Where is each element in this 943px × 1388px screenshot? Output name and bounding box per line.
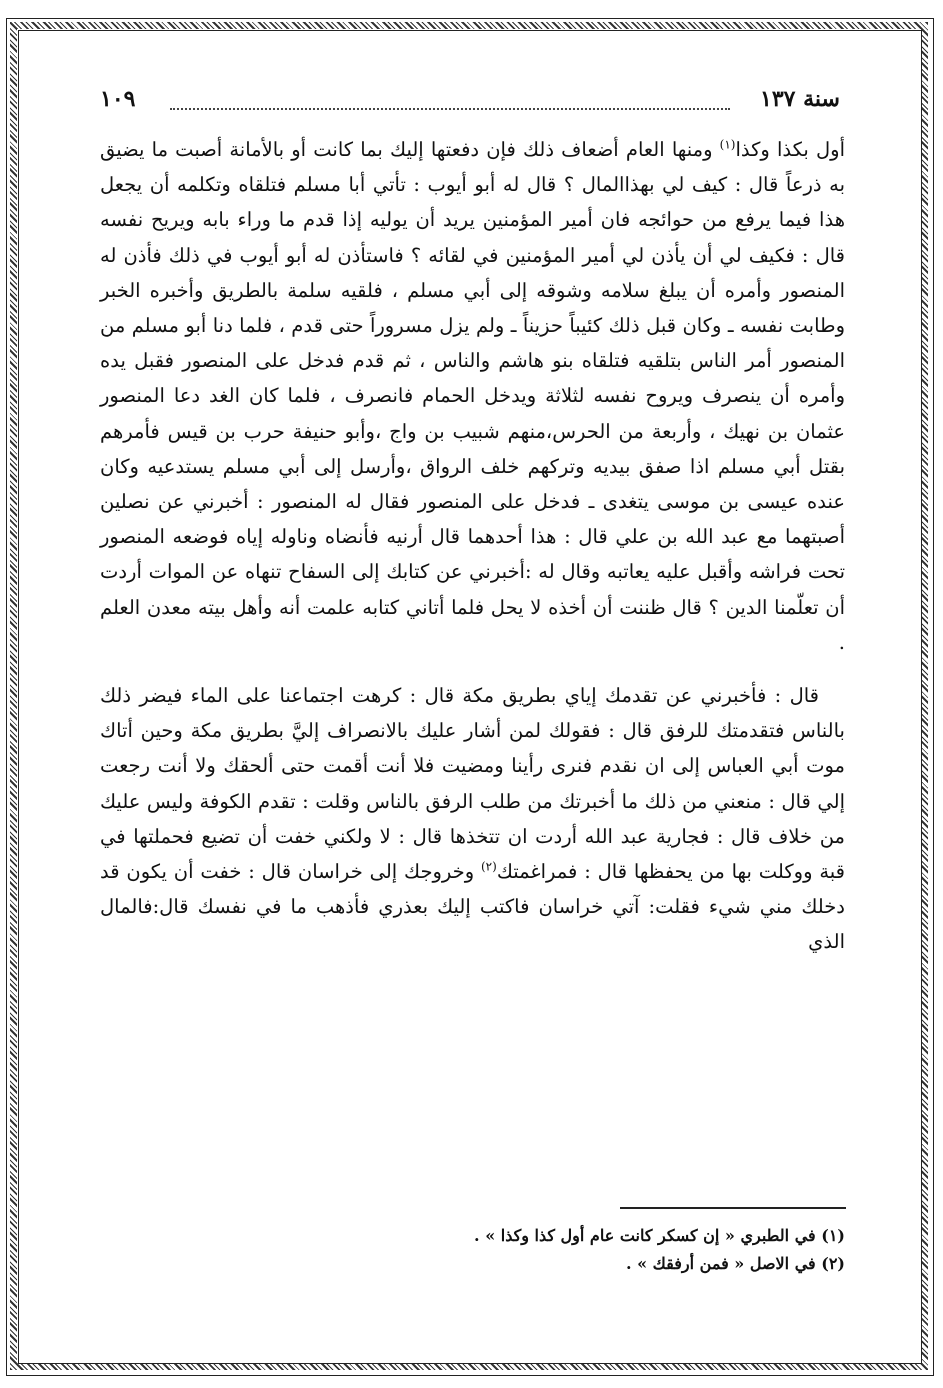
footnote-ref-2: (٢) bbox=[480, 859, 497, 874]
paragraph-1 bbox=[100, 132, 845, 660]
text-segment: قال : فأخبرني عن تقدمك إياي بطريق مكة قال : كرهت اجتماعنا على الماء فيضر ذلك بالناس فتقدمتك للرفق قال : فقولك لمن أشار عليك بالانصراف إليَّ بطريق مكة وحين أتاك موت أبي العباس إلى ان نقدم فنرى رأينا ومضيت فلا أنت أقمت حتى ألحقك ولا أنت رجعت إلي قال : منعني من ذلك ما أخبرتك من طلب الرفق بالناس وقلت : تقدم الكوفة وليس عليك من خلاف قال : فجارية عبد الله أردت ان تتخذها قال : لا ولكني خفت أن تضيع فحملتها في قبة ووكلت بها من يحفظها قال : فمراغمتك bbox=[100, 684, 845, 884]
running-header bbox=[100, 86, 840, 120]
footnote-2: (٢) في الاصل « فمن أرفقك » . bbox=[625, 1254, 845, 1273]
footnote-1: (١) في الطبري « إن كسكر كانت عام أول كذا وكذا » . bbox=[474, 1226, 845, 1245]
text-segment: ومنها العام أضعاف ذلك فإن دفعتها إليك بما كانت أو بالأمانة أصبت ما يضيق به ذرعاً قال : كيف لي بهذاالمال ؟ قال له أبو أيوب : تأتي أبا مسلم فتلقاه وتكلمه أن يجعل هذا فيما يرفع من حوائجه فان أمير المؤمنين يريد أن يوليه إذا قدم ما وراء بابه ويريح نفسه قال : فكيف لي أن يأذن لي أمير المؤمنين في لقائه ؟ فاستأذن له أبو أيوب في ذلك فأذن له المنصور وأمره أن يبلغ سلامه وشوقه إلى أبي مسلم ، فلقيه سلمة بالطريق وأخبره الخبر وطابت نفسه ـ وكان قبل ذلك كئيباً حزيناً ـ ولم يزل مسروراً حتى قدم ، فلما دنا أبو مسلم من المنصور أمر الناس بتلقيه فتلقاه بنو هاشم والناس ، ثم قدم فدخل على المنصور فقبل يده وأمره أن ينصرف ويروح نفسه لثلاثة ويدخل الحمام فانصرف ، فلما كان الغد دعا المنصور عثمان بن نهيك ، وأربعة من الحرس،منهم شبيب بن واج ،وأبو حنيفة حرب بن قيس فأمرهم بقتل أبي مسلم اذا صفق بيديه وتركهم خلف الرواق ،وأرسل إلى أبي مسلم يستدعيه وكان عنده عيسى بن موسى يتغدى ـ فدخل على المنصور فقال له المنصور : أخبرني عن نصلين أصبتهما مع عبد الله بن علي قال : هذا أحدهما قال أرنيه فأنضاه وناوله إياه فوضعه المنصور تحت فراشه وأقبل عليه يعاتبه وقال له :أخبرني عن كتابك إلى السفاح تنهاه عن الموات أردت أن تعلّمنا الدين ؟ قال ظننت أن أخذه لا يحل فلما أتاني كتابه علمت أنه وأهل بيته معدن العلم . bbox=[100, 138, 845, 654]
footnote-ref-1: (١) bbox=[719, 137, 736, 152]
footnote-separator bbox=[620, 1207, 846, 1209]
text-segment: وخروجك إلى خراسان قال : خفت أن يكون قد دخلك مني شيء فقلت: آتي خراسان فاكتب إليك بعذري فأذهب ما في نفسك قال:فالمال الذي bbox=[100, 860, 845, 954]
header-dotted-leader bbox=[170, 108, 730, 110]
footnotes bbox=[300, 1222, 845, 1278]
main-text bbox=[100, 132, 845, 960]
header-year-title: سنة ١٣٧ bbox=[760, 86, 840, 112]
page-number: ١٠٩ bbox=[100, 86, 136, 112]
paragraph-2 bbox=[100, 678, 845, 960]
text-segment: أول بكذا وكذا bbox=[735, 138, 846, 161]
